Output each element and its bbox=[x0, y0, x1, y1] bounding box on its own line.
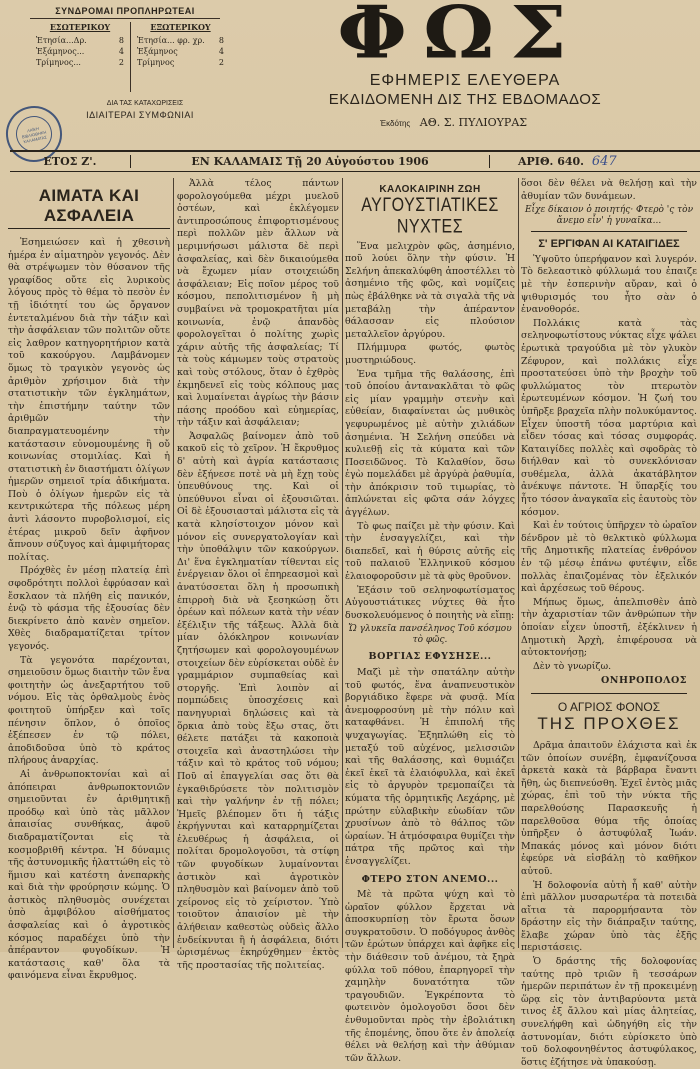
article-title-line-2: ΤΗΣ ΠΡΟΧΘΕΣ bbox=[537, 713, 681, 733]
paragraph: Ἀλλὰ τέλος πάντων φορολογούμεθα μέχρι μυελοῦ ὀστέων, καὶ ἐκλέγομεν ἀντιπροσώπους ἐπιφορτισμένους περὶ πολλῶν μὲν ἄλλων νὰ μεριμνήσωσι μάλιστα δὲ περὶ ἀσφαλείας, καὶ δὲν δικαιούμεθα νὰ ἔχωμεν μίαν στοιχειώδη ἀσφάλειαν; Εἰς ποῖον μέρος τοῦ κόσμου, πεπολιτισμένον ἢ μὴ συμβαίνει νὰ τρομοκρατῆται μία κοινωνία, ἐνῷ ἁπανδὸς φορολογεῖται ὁ πολίτης χωρὶς χάριν αὐτῆς τῆς ἀσφαλείας; Τί τὰ τοὺς κάμωμεν τοὺς στρατοὺς καὶ τοὺς στόλους, ὅταν ὁ ἐχθρὸς ἐκμηδενεῖ εἰς τοὺς κόλπους μας καὶ λυμαίνεται ἀγρίως τὴν βάσιν πάσης προόδου καὶ εὐημερίας, τὴν τάξιν καὶ ἀσφάλειαν; bbox=[177, 178, 339, 429]
subscriptions-title: ΣΥΝΔΡΟΜΑΙ ΠΡΟΠΛΗΡΩΤΕΑΙ bbox=[30, 6, 220, 19]
foreign-row: Ἑξάμηνος 4 bbox=[137, 47, 224, 56]
domestic-header: ΕΣΩΤΕΡΙΚΟΥ bbox=[49, 22, 111, 32]
article-title: ΑΙΜΑΤΑ ΚΑΙ ΑΣΦΑΛΕΙΑ bbox=[8, 186, 170, 229]
paragraph: Δὲν τὸ γνωρίζω. bbox=[533, 660, 612, 672]
masthead bbox=[0, 0, 700, 145]
article-title: ΑΥΓΟΥΣΤΙΑΤΙΚΕΣ ΝΥΧΤΕΣ bbox=[361, 194, 499, 237]
column-1 bbox=[8, 178, 170, 982]
paragraph: Ἐξάσιν τοῦ σεληνοφωτίσματος Αὐγουστιάτικες νύχτες θὰ ἦτο δυσκολευόμενος ὁ ποιητὴς νὰ εἴπῃ: bbox=[345, 584, 515, 621]
paragraph: Δρᾶμα ἀπαιτοῦν ἐλάχιστα καὶ ἐκ τῶν ὁποίων συνέβη, ἐμφανίζουσα ἀρκετὰ κακὰ τὰ βάρβαρα ἔναντι ἤθη, ὡς διεπνεύσθη. Ἐχεῖ ἐντὸς μιᾶς χώρας, ἐπὶ τοῦ τὴν νύκτα τῆς παρελθούσης Παρασκευῆς ἡ παρελθοῦσα θύμα τῆς ὁποίας ὑπῆρξεν ὁ ἀστυφύλαξ Ἰωάν. Μπακάς μόνος καὶ μόνον διότι ἐφεύρε νὰ εἰσβάλῃ τὸ καθῆκον αὐτοῦ. bbox=[521, 739, 697, 877]
paragraph: Ἐσημειώσεν καὶ ἡ χθεσινὴ ἡμέρα ἐν αἱματηρὸν γεγονός. Δὲν θὰ στρέψωμεν τὸν θύσανον τῆς γραφίδος οὔτε εἰς λυρικοὺς λόγους πρὸς τὸ θέμα τὸ πεσὸν ἐν τῇ ἰδιότητί του ὡς ὄργανον ἐντεταλμένου διὰ τὴν τάξιν καὶ τὴν ἀσφάλειαν τῶν πολιτῶν οὔτε εἰς λαθρον κατηγορητήριον κατὰ τοῦ κακούργου. Λαμβάνομεν ὅμως τὸ τραγικὸν γεγονὸς ὡς ἀριθμὸν χρήσιμον διὰ τὴν στατιστικὴν τῶν ἐγκλημάτων, τὴν ἐπιστήμην ταύτην τῶν ἀριθμῶν τὴν διαπραγματευομένην τὴν κατάστασιν εὐνομουμένης ἢ οὔ κοινωνίας στομιλίας. Καὶ ἡ στατιστικὴ ἐν διαστήματι ὀλίγων ἡμερῶν σημειοῖ τρία ἀδικήματα. Ποὺ ὁ ὀλίγων ἡμερῶν εἰς τὰ κεντρικώτερα τῆς πόλεως μέρη ἀντὶ λάσοντο πυροβολισμοί, εἰς ἐτέρας μικροῦ δεῖν ἀφῆνον ἄπνουν σύζυγος καὶ ἀμφιμήτορας πολίτας. bbox=[8, 237, 170, 563]
paragraph: Ὑψοῦτο ὑπερήφανον καὶ λυγερόν. Τὸ δελεαστικὸ φύλλωμά του ἐπαιζε μὲ τὴν ἐσπερινὴν αὔραν, καὶ ὁ ψιθυρισμός του ἦτο σὰν ὁ ἐνανοθορόε. bbox=[521, 253, 697, 316]
subsection-heading: ΦΤΕΡΟ ΣΤΟΝ ΑΝΕΜΟ... bbox=[361, 873, 499, 885]
ads-text: ΙΔΙΑΙΤΕΡΑΙ ΣΥΜΦΩΝΙΑΙ bbox=[86, 110, 194, 120]
editor-line bbox=[380, 116, 680, 129]
foreign-header: ΕΞΩΤΕΡΙΚΟΥ bbox=[150, 22, 211, 32]
domestic-row: Ἑξάμηνος... 4 bbox=[36, 47, 124, 56]
domestic-rates bbox=[30, 22, 130, 92]
paragraph: Ὁ δράστης τῆς δολοφονίας ταύτης πρὸ τριῶν ἢ τεσσάρων ἡμερῶν περιπάτων ἐν τῇ προκειμένῃ ὥρᾳ εἰς τὸν ἀντιβαρύοντα μετὰ τινος ἐξ ἄλλου καὶ μίας ἀλητείας, συνελήφθη καὶ ὡδηγήθη εἰς τὴν ἀστυνομίαν, διότι εὑρίσκετο ὑπὸ τοῦ δολοφονηθέντος ἀστυφύλακος, ὅστις ἐζήτησε νὰ ὑπακούσῃ. bbox=[521, 956, 697, 1068]
column-3 bbox=[345, 178, 516, 1064]
paragraph: Ἕνα μελιχρὸν φῶς, ἀσημένιο, ποῦ λούει ὅλην τὴν φύσιν. Ἡ Σελήνη ἀπεκαλύφθη ἀποστέλλει τὸ ἀσημένιο τῆς φῶς, καὶ νομίζεις πὼς ἐβάλθηκε νὰ τὰ σιγαλὰ τῆς νὰ μεταβάλῃ τὴν ἀπέραντον θάλασσαν εἰς πλούσιον μεταλλεῖον ἀργύρου. bbox=[345, 240, 515, 340]
handwritten-number: 647 bbox=[591, 154, 617, 169]
paragraph: Πλήμμυρα φωτός, φωτὸς μυστηριώδους. bbox=[345, 342, 515, 366]
foreign-row: Τρίμηνος 2 bbox=[137, 58, 224, 67]
editor-label: Ἐκδότης bbox=[380, 119, 411, 128]
paragraph: Πρόχθὲς ἐν μέσῃ πλατείᾳ ἐπὶ σφοδρότητι πολλοὶ ἐφρύασαν καὶ ἔσκλαον τὰ πλήθη εἰς πανικόν, ἐνῷ τὸ φάσμα τῆς ἐξουσίας δὲν διεκρίνετο ἀπὸ κανὲν σημεῖον. Χθὲς διαδραματίζεται τρίτον γεγονός. bbox=[8, 565, 170, 652]
column-4 bbox=[521, 178, 697, 1068]
paragraph: Τὸ φως παίζει μὲ τὴν φύσιν. Καὶ τὴν ἐνσαγγελίζει, καὶ τὴν διαπεδεῖ, καὶ ἡ θύρσις αὐτῆς εἰς τοῦ παλαιοῦ Ἐλληνικοῦ κόσμου ἐλαιοφοροῦσιν μὲ τὰ φὺς θροῦνον. bbox=[345, 520, 515, 583]
paragraph: Ἐνα τμῆμα τῆς θαλάσσης, ἐπὶ τοῦ ὁποίου ἀντανακλᾶται τὸ φῶς εἰς μίαν γραμμὴν στενὴν καὶ εὐθείαν, διαφαίνεται ὡς μυθικὸς γεφυρωμένος μὲ αὐτὴν χιλιάδων ἀσημένια. Ἡ Σελήνη σπεύδει νὰ κυλιεθῇ εἰς τὰ κύματα καὶ τῶν Ποσειδῶνος. Τὸ Καλαθίον, ὅσω ἐγὼ πομελάδει μὲ ἀργύρὰ ῥαθυμία, τὴν ἀπόκρισιν τοῦ τιμωρίας, τὸ ἀπλώνεται εἰς φῶτα σάν λόγχες ἀγγέλων. bbox=[345, 368, 515, 519]
divider bbox=[531, 231, 687, 232]
domestic-row: Ἐτησία...Δρ. 8 bbox=[36, 36, 124, 45]
issue-number bbox=[490, 154, 700, 169]
paragraph: Ἡ δολοφονία αὐτὴ ἦ καθ' αὐτὴν ἐπὶ μᾶλλον μυσαρωτέρα τὰ ποτειδὰ αἴτια τὰ παρορμήσαντα τὸν δράστην εἰς τὴν διάπραξιν ταύτης, ἔλαβε χώραν ὑπὸ τὰς ἑξῆς περιστάσεις. bbox=[521, 879, 697, 954]
poem-verse: Ὤ γλυκεῖα πανσέληνος Τοῦ κόσμου τὸ φῶς. bbox=[348, 624, 512, 646]
paragraph: Αἱ ἀνθρωποκτονίαι καὶ αἱ ἀπόπειραι ἀνθρωποκτονιῶν σημειοῦνται ἐν ἀριθμητικῇ προόδῳ καὶ ὑπὸ τὰς μᾶλλον ἀπαισίας συνθήκας, ἀφοῦ διαδραματίζονται εἰς τὰ κοσμοβριθῆ κέντρα. Ἡ δύναμις τῆς ἀστυνομικῆς ἡλαττώθη εἰς τὸ ἥμισυ καὶ κατέστη ἀνεπαρκὴς καὶ διὰ τὴν φρούρησιν κώμης. Ὁ ἀστικὸς πληθυσμὸς συνέχεται ὑπὸ ἀμφιβόλου αἰσθήματος ἀσφαλείας καὶ ὁ ἀγροτικὸς κόσμος παραδέχει ὑπὸ τὴν ἀπέραντον φυγοδίκων. Ἡ κατάστασις καθ' ὅλα τὰ φαινόμενα εἶναι ἔκρυθμος. bbox=[8, 768, 170, 982]
paragraph: Μαζὶ μὲ τὴν σπατάλην αὐτὴν τοῦ φωτός, ἕνα ἀναπνευστικὸν βοργιάδικο ἔφερε νὰ φυσᾷ. Μία ἀνεμοφροσύνη μὲ τὴν πόλιν καὶ καταφθάνει. Ἡ ἐπιπολή τῆς ψυχαγωγίας. Ἐξηπλώθη εἰς τὸ μεταξύ τοῦ αὐχένος, μελισσιῶν καὶ τῆς θαλάσσης, καὶ θυμιάζει ἐκεῖ ἐκεῖ τὰ ἐλαιόφυλλα, καὶ ἐκεῖ εἰς τὸ ἀργυρὸν τρεμοπαίζει τὰ κύματα τῆς ὁρμητικῆς Λεχάρης, μὲ πρώτην εὐλαβικὴν εὐωδίαν τῶν χρυσίνων ἀπὸ τὸ θάλπος τῶν ὡραίων. Ἡ ἀτμόσφαιρα θυμίζει τὴν πάτρα τῆς πρῶτος καὶ τὴν ἐνσαγγελίζει. bbox=[345, 667, 516, 867]
paragraph: Καὶ ἐν τούτοις ὑπῆρχεν τὸ ὡραῖον δένδρον μὲ τὸ θελκτικὸ φύλλωμα τῆς Δημοτικῆς πλατείας ἐνθρόνον ἐν τῷ μέσῳ ἐπάνω φυτέψιν, εἶδε πολλὰς ἐπαιζομένας τὸν ἐξελικόν καὶ ἀρχέσεως τοῦ θέρους. bbox=[521, 520, 697, 595]
section-heading: ΚΑΛΟΚΑΙΡΙΝΗ ΖΩΗ bbox=[379, 184, 481, 195]
paragraph: ὅσοι δὲν θέλει νὰ θελήσῃ καὶ τὴν ἀθυμίαν τῶν δυνάμεων. bbox=[521, 178, 697, 202]
signature: ΟΝΗΡΟΠΟΛΟΣ bbox=[601, 675, 687, 687]
paragraph: Μήπως ὅμως, ἀπελπισθὲν ἀπὸ τὴν ἀχαριστίαν τῶν ἀνθρώπων τὴν ὁποίαν εἶχεν ὑποστῆ, ἐξέκλινεν ἡ Δημοτικὴ Ἀρχὴ, ἐπιφέρουσα νὰ αὐτοκτονήσῃ; bbox=[521, 596, 697, 659]
column-rule bbox=[518, 178, 519, 948]
article-title-line-1: Ο ΑΓΡΙΟΣ ΦΟΝΟΣ bbox=[557, 699, 661, 714]
column-2 bbox=[177, 178, 339, 971]
domestic-row: Τρίμηνος... 2 bbox=[36, 58, 124, 67]
paragraph: Μὲ τὰ πρῶτα ψύχη καὶ τὸ ὡραῖον φύλλον ἔρχεται νὰ ἀποσκυρπίσῃ τὸν ἔρωτα ὅσων συγκρατοῦσιν. Ὁ ποδόγυρος ἀνθὸς τῶν ἐρώτων ὑπάρχει καὶ ἀφῆκε εἰς τὴν διάθεσιν τοῦ ἀνέμου, τὰ ξηρὰ φύλλα τοῦ πόθου, ἐπαρηγορεῖ τὴν χαμηλὴν δυνατότητα τῶν τραγουδιῶν. Ἐγκρέποντα τὸ φωτεινὸν ὁμολογοῦσι ὅσοι δὲν ἐνθυμοῦνται πρὸς τὴν ἐβολιάτικη τῆς ἑπομένης, ὅπου ὅτε ἐν ἀπολείᾳ θέλει νὰ θελήσῃ καὶ τὴν ἀθύμιαν τῶν ἄλλων. bbox=[345, 889, 515, 1064]
divider bbox=[531, 693, 687, 694]
issue-number-text: ΑΡΙΘ. 640. bbox=[518, 155, 584, 168]
paragraph: Πολλάκις κατὰ τὰς σεληνοφωτίστους νύκτας εἶχε ψάλει ἐρωτικὰ τραγούδια μὲ τὸν γλυκὸν Ζέφυρον, καὶ πολλάκις εἶχε προστατεύσει ὑπὸ τὴν βροχὴν τοῦ φυλλώματος τὸν πτερωτὸν ἐρωτευμένων κόσμον. Ἡ ζωή του ὑπῆρξε βραχεῖα πλὴν πολυκύμαντος. Εἶχεν ὑποστῆ τόσα μαρτύρια καὶ εἶδεν τόσας καὶ τόσας συμφοράς. Καταιγίδες πολλὲς καὶ σφοδρὰς τὸ διήλθαν καὶ τὸ συνεκλόνισαν συθέμελα, ἀλλὰ ἀκατάβλητον ἀνέκυψε πάντοτε. Ἡ ὕπαρξίς του ἦτο τόσον ἀναγκαῖα εἰς ἑαυτοὺς τὸν κόσμον. bbox=[521, 317, 697, 518]
place-date: ΕΝ ΚΑΛΑΜΑΙΣ Τῇ 20 Αὐγούστου 1906 bbox=[130, 155, 490, 168]
paragraph: Τὰ γεγονότα παρέχονται, σημειοῦσιν ὅμως διαιτὴν τῶν ἔνα φοιτητὴν ὡς ἀνεξαρτήτου τοῦ νόμου. Εἰς τὰς ὁρθαλμοὺς ἐνὸς φοιτητοῦ ὑπήρξεν καὶ τοῖς πένησιν ὅπλον, ὁ ὁποῖος ἐξέπεσεν ἐν τῷ πόλει, ἀποδιδοῦσα ὑπὸ τὸ κράτος πλήρους ἀναρχίας. bbox=[8, 654, 170, 767]
foreign-row: Ἐτησία... φρ. χρ. 8 bbox=[137, 36, 224, 45]
subtitle-1: ΕΦΗΜΕΡΙΣ ΕΛΕΥΘΕΡΑ bbox=[369, 72, 561, 89]
foreign-rates bbox=[130, 22, 230, 92]
newspaper-title: ΦΩΣ bbox=[337, 0, 583, 75]
ads-heading: ΔΙΑ ΤΑΣ ΚΑΤΑΧΩΡΙΣΕΙΣ bbox=[106, 100, 184, 107]
column-rule bbox=[173, 178, 174, 948]
editor-name: ΑΘ. Σ. ΠΥΛΙΟΥΡΑΣ bbox=[419, 116, 528, 129]
dateline bbox=[10, 150, 700, 172]
column-rule bbox=[342, 178, 343, 948]
subsection-heading: ΒΟΡΓΙΑΣ ΕΦΥΣΗΣΕ... bbox=[368, 651, 492, 663]
poem-verse: Εἶχε δίκαιον ὁ ποιητής· Φτερὸ 'ς τὸν ἄνεμο εἶν' ἡ γυναῖκα... bbox=[524, 205, 694, 227]
subtitle-2: ΕΚΔΙΔΟΜΕΝΗ ΔΙΣ ΤΗΣ ΕΒΔΟΜΑΔΟΣ bbox=[328, 91, 602, 108]
paragraph: Ἀσφαλῶς βαίνομεν ἀπὸ τοῦ κακοῦ εἰς τὸ χεῖρον. Ἡ ἔκρυθμος δ' αὐτὴ καὶ ἀγρία κατάστασις δὲν ἐξήνεσε ποτὲ νὰ μὴ ἔχῃ τοὺς ὑπευθύνους της. Καὶ οἱ ὑπεύθυνοι εἶναι οἱ ἐξουσιῶται. Οἱ δὲ ἐξουσιασταὶ μάλιστα εἰς τὰ κατὰ κλησίστοιχον μόνον καὶ μόνον εἰς συνεργατολογίαν καὶ τὴν ὑποθάλψιν τῶν κακούργων. Δι' ἕνα ἐγκληματίαν τίθενται εἰς ἐνέργειαν ὅλοι οἱ ἐπηρεασμοὶ καὶ ἀνατύσσεται ὅλη ἡ προσωπικὴ ἐπιρροὴ διὰ νὰ ξεσηκώσῃ ὅτι ὀρέων καὶ πόλεων κατὰ τὴν νέαν ἐξέλιξιν τῆς τάξεως. Ἀλλὰ διὰ μίαν ὁλόκληρον κοινωνίαν ζητήσωμεν καὶ φορολογουμένων στοιχείων δὲν εὑρίσκεται οὐδὲ ἐν γραμμάριον συμπαθείας καὶ στοργῆς. Ἐπὶ λοιπὸν αἱ πομπώδεις ὑποσχέσεις καὶ πανηγυριαὶ δηλώσεις καὶ τὰ ὅρκια ἀπὸ τοὺς ἔξω στας, ὅτι θέλετε πατάξει τὰ κακοποιὰ στοιχεῖα καὶ ἀναστηλώσει τὴν τάξιν καὶ τὸ κράτος τοῦ νόμου; Ποῦ αἱ ἐπαγγελίαι σας ὅτι θὰ ἐγκαθιδρύσετε τὸν πολιτισμὸν καὶ τὴν γαλήνην ἐν τῇ πόλει; Ἡμεῖς βλέπομεν ὅτι ἡ τάξις ἐκρήγνυται καὶ καταρρημίζεται ἐλευθέρως ἡ ἀσφάλεια, οἱ πολίται δρομολογοῦσι, τὰ στίφη τῶν φυγοδίκων λυμαίνονται ἀστικὸν καὶ ἀγροτικὸν πληθυσμὸν καὶ βαίνομεν ἀπὸ τοῦ χείρονος εἰς τὸ χείριστον. Ὑπὸ τοιοῦτον ἀπαισίον μὲ τὴν ἀλήθειαν καθεστὼς οὐδεὶς ἄλλο ἐνδείκνυται ἢ ἡ ἀσφάλεια, διότι ὡρισμένως ἐκηρύχθημεν ἐκτὸς τῆς προστασίας τῆς πολιτείας. bbox=[177, 430, 339, 971]
article-title: Σ' ΕΡΓΙΦΑΝ ΑΙ ΚΑΤΑΙΓΙΔΕΣ bbox=[538, 238, 680, 251]
subscription-rates bbox=[30, 22, 230, 92]
stamp-text: ΛΑΪΚΗ ΒΙΒΛΙΟΘΗΚΗ ΚΑΛΑΜΑΤΑΣ bbox=[21, 125, 48, 144]
year-label: ΕΤΟΣ Z'. bbox=[43, 155, 97, 168]
stamp-inner bbox=[13, 113, 56, 156]
